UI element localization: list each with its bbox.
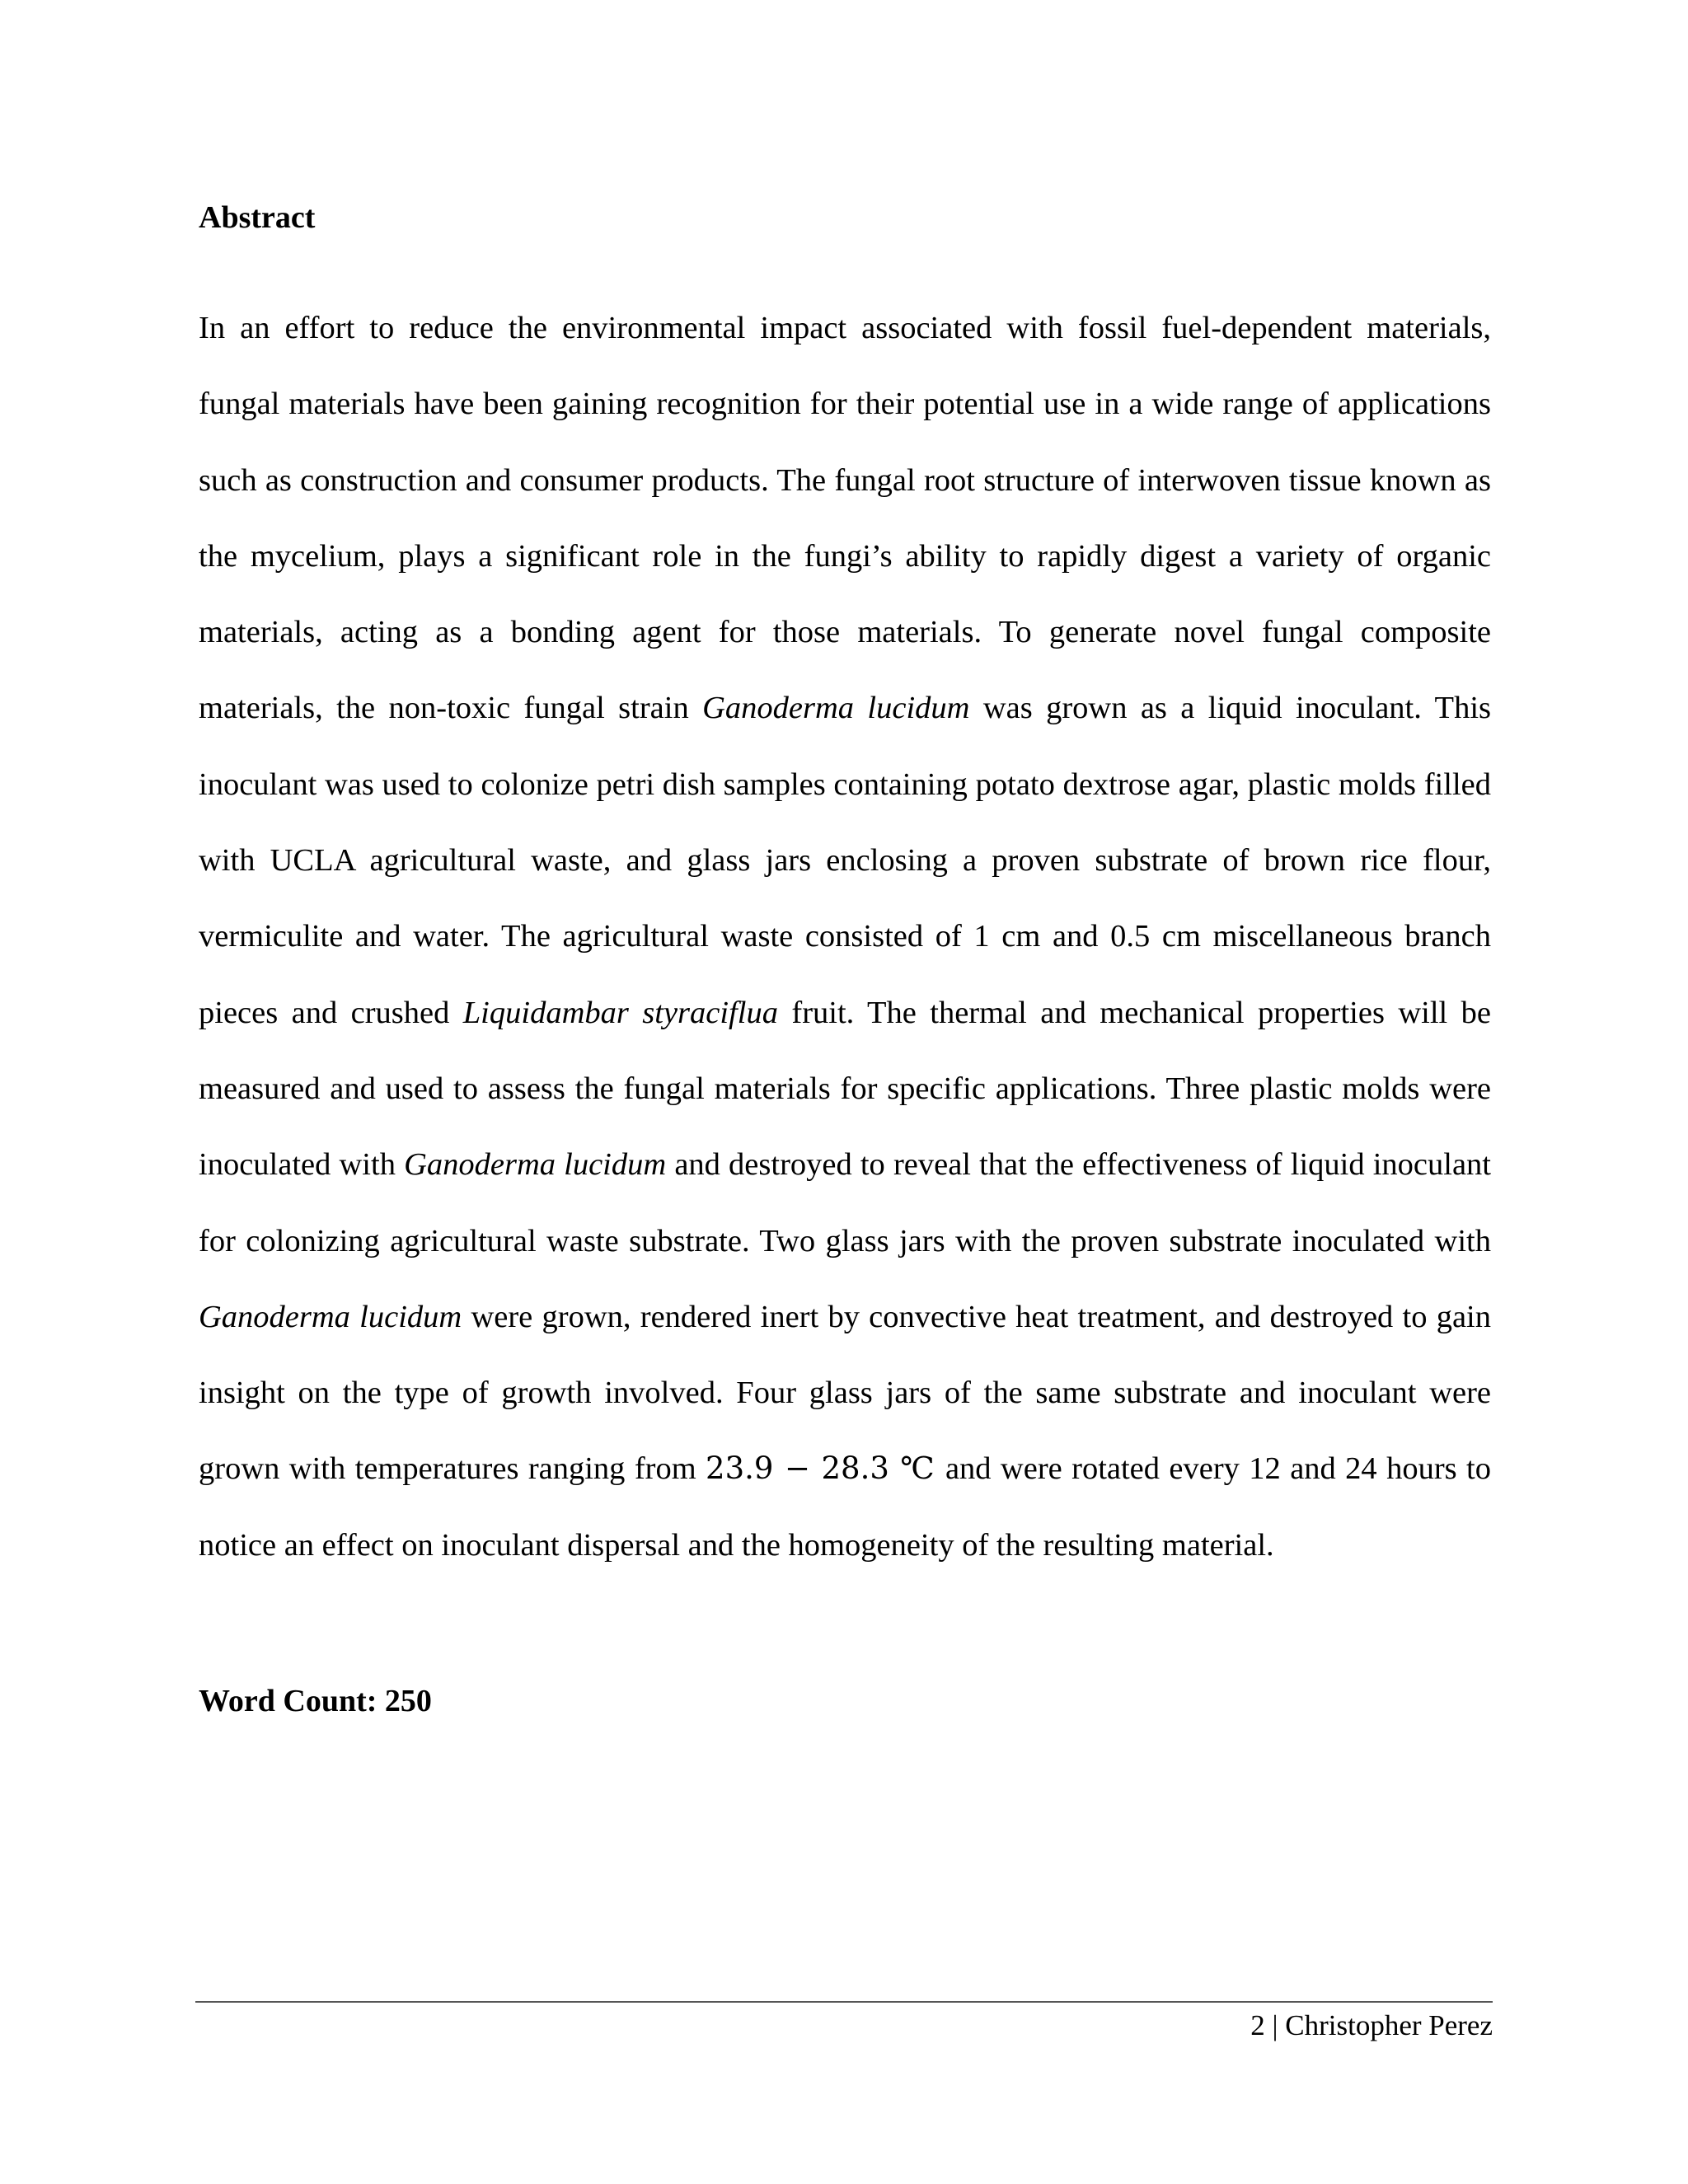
abstract-text-segment: was grown as a liquid inoculant. This inoculant was used to colonize petri dish samples containing potato dextrose agar, plastic molds filled with UCLA agricultural waste, and glass jars enclosing a proven substrate of brown rice flour, vermiculite and water. The agricultural waste consisted of 1 cm and 0.5 cm miscellaneous branch pieces and crushed: [199, 691, 1491, 1030]
author-name: Christopher Perez: [1285, 2009, 1493, 2041]
abstract-paragraph: [199, 290, 1491, 1583]
abstract-text-segment: fruit. The thermal and mechanical properties will be measured and used to assess the fungal materials for specific applications. Three plastic molds were inoculated with: [199, 995, 1491, 1183]
temperature-range: 23.9 − 28.3 ℃: [706, 1451, 936, 1487]
abstract-text-segment: were grown, rendered inert by convective heat treatment, and destroyed to gain insight on the type of growth involved. Four glass jars of the same substrate and inoculant were grown with temperatures ranging from: [199, 1299, 1492, 1487]
page-footer: [1250, 2008, 1493, 2044]
species-name: Ganoderma lucidum: [199, 1299, 462, 1334]
footer-divider: [195, 2001, 1493, 2003]
abstract-text-segment: and were rotated every 12 and 24 hours to notice an effect on inoculant dispersal and the homogeneity of the resulting material.: [199, 1451, 1491, 1563]
page-number: 2: [1250, 2009, 1265, 2041]
abstract-text-segment: and destroyed to reveal that the effectiveness of liquid inoculant for colonizing agricultural waste substrate. Two glass jars with the proven substrate inoculated with: [199, 1147, 1491, 1258]
abstract-heading: Abstract: [199, 200, 316, 235]
footer-separator: |: [1264, 2009, 1286, 2041]
abstract-text-segment: In an effort to reduce the environmental impact associated with fossil fuel-dependent materials, fungal materials have been gaining recognition for their potential use in a wide range of applications such as construction and consumer products. The fungal root structure of interwoven tissue known as the mycelium, plays a significant role in the fungi’s ability to rapidly digest a variety of organic materials, acting as a bonding agent for those materials. To generate novel fungal composite materials, the non-toxic fungal strain: [199, 311, 1491, 726]
species-name: Liquidambar styraciflua: [462, 995, 778, 1030]
species-name: Ganoderma lucidum: [404, 1147, 667, 1183]
species-name: Ganoderma lucidum: [702, 691, 970, 726]
word-count: Word Count: 250: [199, 1684, 432, 1718]
